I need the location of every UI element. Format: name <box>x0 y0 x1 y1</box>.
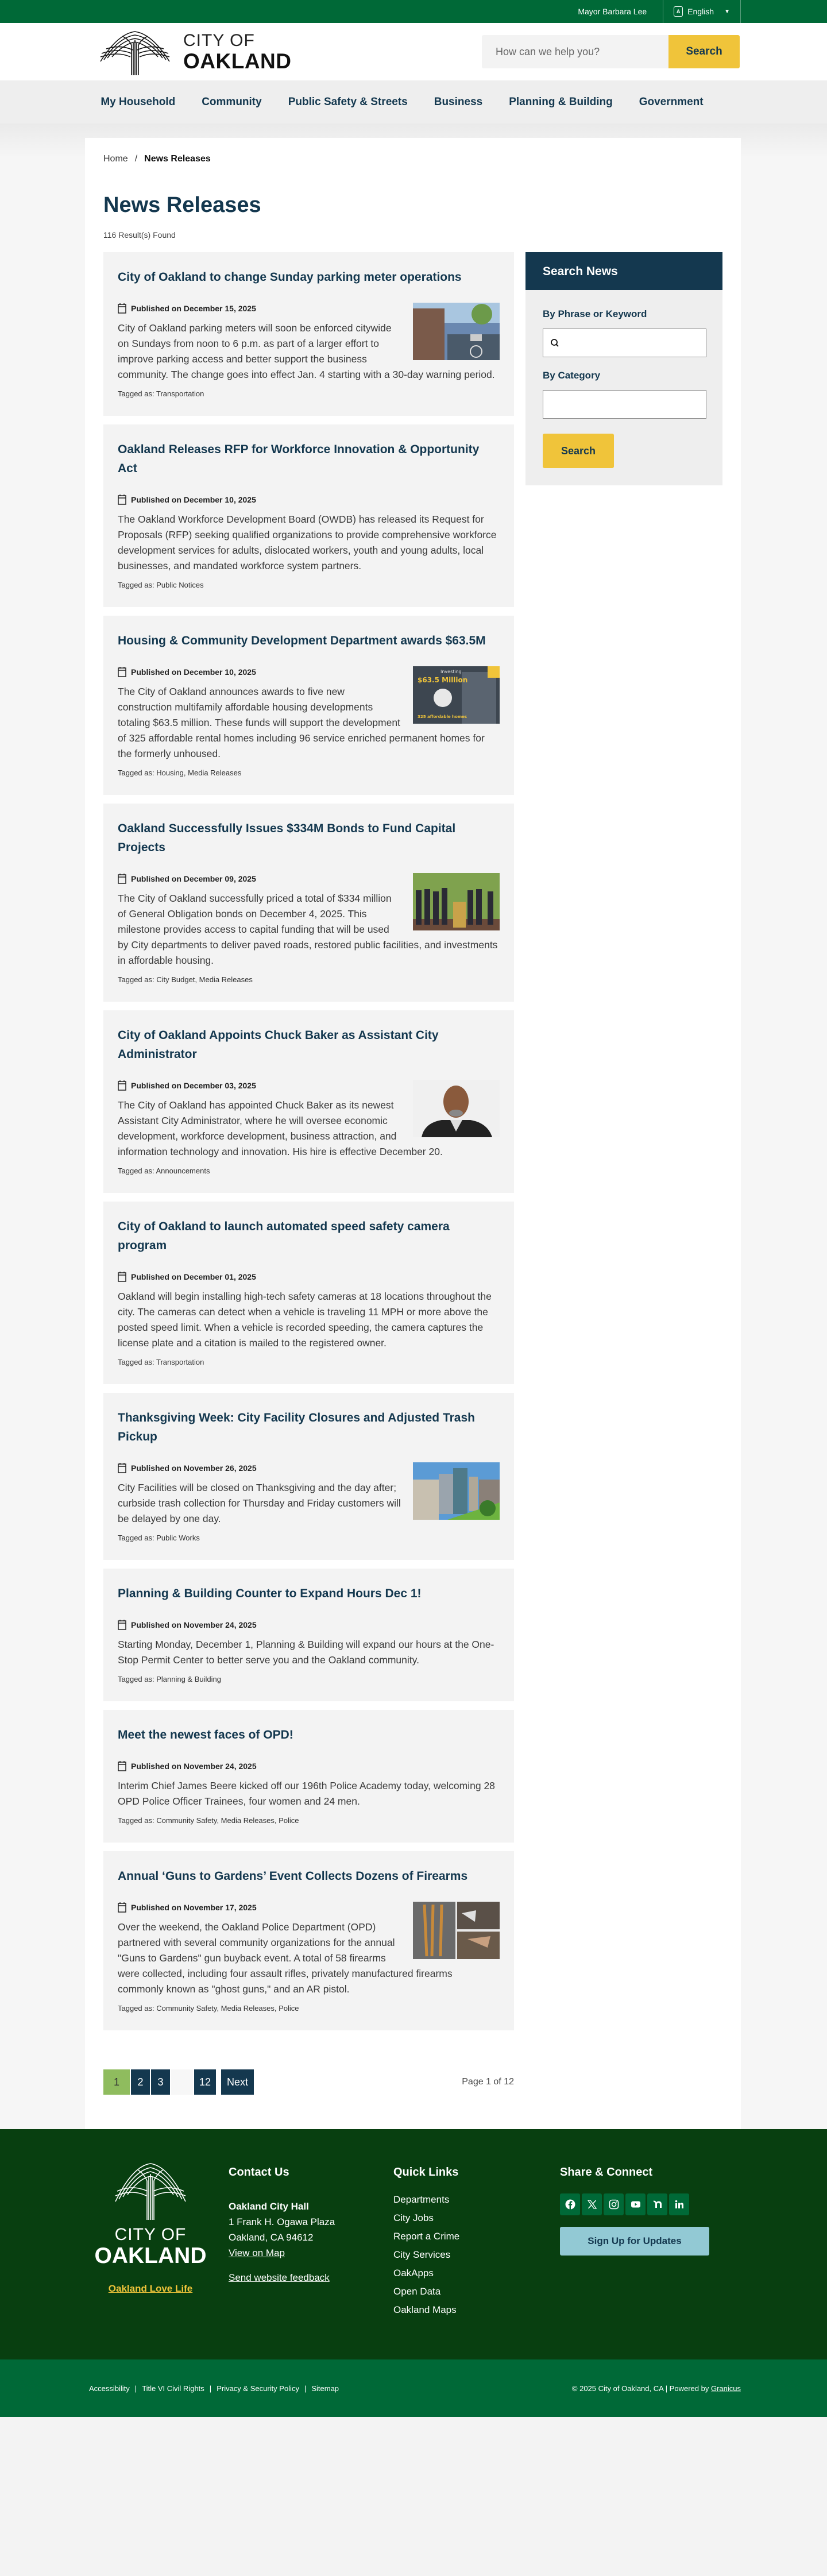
news-title-link[interactable]: Meet the newest faces of OPD! <box>118 1728 293 1741</box>
copyright-text: © 2025 City of Oakland, CA | Powered by <box>571 2384 709 2393</box>
language-label: English <box>687 7 714 16</box>
search-news-sidebar <box>525 252 722 485</box>
news-card <box>103 804 514 1002</box>
publish-date <box>118 494 500 505</box>
category-label: By Category <box>543 370 601 381</box>
news-tags: Tagged as: City Budget, Media Releases <box>118 975 253 984</box>
press-conference-thumbnail[interactable] <box>413 873 500 930</box>
site-logo[interactable] <box>95 28 291 75</box>
contact-address-1: 1 Frank H. Ogawa Plaza <box>229 2216 335 2227</box>
news-summary: Over the weekend, the Oakland Police Department (OPD) partnered with several community organizations for the annual "Guns to Gardens" gun buyback event. A total of 58 firearms were collected, including four assault rifles, privately manufactured firearms commonly known as "ghost guns," and an AR pistol. <box>118 1921 453 1995</box>
news-card <box>103 1569 514 1701</box>
quick-link-oakapps[interactable]: OakApps <box>393 2268 434 2278</box>
news-card <box>103 424 514 607</box>
publish-date-text: Published on November 24, 2025 <box>131 1761 257 1771</box>
search-icon <box>550 338 559 347</box>
news-summary: City of Oakland parking meters will soon be enforced citywide on Sundays from noon to 6 p.m. as part of a larger effort to improve parking access and better support the business community. The change goes into effect Jan. 4 starting with a 30-day warning period. <box>118 322 495 380</box>
calendar-icon <box>118 303 126 314</box>
quick-links-column <box>393 2159 560 2319</box>
housing-graphic-top: Investing <box>440 669 462 674</box>
news-summary: City Facilities will be closed on Thanksgiving and the day after; curbside trash collection for Thursday and Friday customers will be delayed by one day. <box>118 1482 401 1524</box>
category-field <box>543 390 706 419</box>
sub-footer <box>0 2359 827 2417</box>
translate-icon: A <box>674 6 683 17</box>
street-parking-thumbnail[interactable] <box>413 303 500 360</box>
quick-link-oakland-maps[interactable]: Oakland Maps <box>393 2304 457 2315</box>
calendar-icon <box>118 1080 126 1091</box>
calendar-icon <box>118 494 126 505</box>
publish-date <box>118 1271 500 1282</box>
divider: | <box>209 2384 212 2393</box>
divider: | <box>134 2384 137 2393</box>
language-selector[interactable] <box>663 0 741 23</box>
site-search-button[interactable]: Search <box>668 35 740 68</box>
page-2-button[interactable]: 2 <box>131 2069 150 2095</box>
news-summary: The City of Oakland has appointed Chuck Baker as its newest Assistant City Administrator, where he will oversee economic development, workforce development, business attraction, and information technology and innovation. His hire is effective December 20. <box>118 1099 443 1157</box>
news-title-link[interactable]: City of Oakland Appoints Chuck Baker as Assistant City Administrator <box>118 1029 439 1061</box>
publish-date <box>118 666 401 677</box>
nextdoor-icon <box>652 2199 663 2210</box>
site-search <box>482 35 740 68</box>
legal-links <box>89 2384 339 2393</box>
page-title: News Releases <box>103 193 261 217</box>
news-title-link[interactable]: Thanksgiving Week: City Facility Closures and Adjusted Trash Pickup <box>118 1411 475 1443</box>
news-card <box>103 616 514 795</box>
title-vi-link[interactable]: Title VI Civil Rights <box>142 2384 204 2393</box>
contact-name: Oakland City Hall <box>229 2201 309 2212</box>
next-page-button[interactable]: Next <box>221 2069 254 2095</box>
share-column <box>560 2159 709 2319</box>
calendar-icon <box>118 1902 126 1913</box>
publish-date-text: Published on December 10, 2025 <box>131 667 256 677</box>
calendar-icon <box>118 873 126 884</box>
publish-date-text: Published on December 10, 2025 <box>131 495 256 504</box>
logo-name-text: OAKLAND <box>183 49 292 73</box>
footer-oak-tree-icon <box>109 2159 192 2220</box>
view-on-map-link[interactable]: View on Map <box>229 2247 285 2258</box>
publish-date-text: Published on December 15, 2025 <box>131 303 256 313</box>
news-tags: Tagged as: Community Safety, Media Releases, Police <box>118 1816 299 1825</box>
portrait-thumbnail[interactable] <box>413 1080 500 1137</box>
news-tags: Tagged as: Transportation <box>118 1358 204 1366</box>
contact-column <box>229 2159 393 2319</box>
sign-up-updates-button[interactable]: Sign Up for Updates <box>560 2227 709 2256</box>
quick-link-departments[interactable]: Departments <box>393 2194 450 2205</box>
caret-down-icon: ▼ <box>724 8 730 15</box>
calendar-icon <box>118 1619 126 1630</box>
copyright <box>572 2384 741 2393</box>
news-title-link[interactable]: Annual ‘Guns to Gardens’ Event Collects Dozens of Firearms <box>118 1870 468 1883</box>
news-summary: Interim Chief James Beere kicked off our 196th Police Academy today, welcoming 28 OPD Police Officer Trainees, four women and 24 men. <box>118 1780 495 1807</box>
accessibility-link[interactable]: Accessibility <box>89 2384 130 2393</box>
site-footer <box>0 2129 827 2359</box>
oak-tree-logo-icon <box>95 28 175 75</box>
news-summary: Oakland will begin installing high-tech safety cameras at 18 locations throughout the city. The cameras can detect when a vehicle is traveling 11 MPH or more above the posted speed limit. When a vehicle is recorded speeding, the camera captures the license plate and a citation is mailed to the registered owner. <box>118 1291 492 1349</box>
nav-community[interactable]: Community <box>202 95 262 108</box>
x-icon <box>587 2199 597 2210</box>
main-content <box>85 138 741 2129</box>
news-tags: Tagged as: Transportation <box>118 389 204 398</box>
page-background <box>0 123 827 2129</box>
oakland-love-life-link[interactable]: Oakland Love Life <box>108 2283 193 2294</box>
sidebar-search-button[interactable]: Search <box>543 434 614 468</box>
news-card <box>103 1202 514 1384</box>
granicus-link[interactable]: Granicus <box>710 2384 741 2393</box>
calendar-icon <box>118 1271 126 1282</box>
publish-date-text: Published on November 24, 2025 <box>131 1620 257 1629</box>
instagram-link[interactable] <box>604 2193 624 2215</box>
publish-date-text: Published on November 26, 2025 <box>131 1463 257 1473</box>
news-card <box>103 1851 514 2030</box>
news-card <box>103 1710 514 1843</box>
sidebar-title: Search News <box>525 252 722 290</box>
sidebar-form <box>525 290 722 485</box>
housing-graphic-homes: 325 affordable homes <box>418 715 467 719</box>
footer-logo <box>87 2159 214 2319</box>
footer-logo-name: OAKLAND <box>94 2243 207 2268</box>
facebook-icon <box>565 2199 575 2210</box>
quick-link-open-data[interactable]: Open Data <box>393 2286 441 2297</box>
quick-link-report-crime[interactable]: Report a Crime <box>393 2231 460 2242</box>
pagination <box>103 2069 514 2095</box>
publish-date <box>118 1619 500 1630</box>
breadcrumb-home[interactable]: Home <box>103 154 128 164</box>
share-heading: Share & Connect <box>560 2166 653 2179</box>
nav-planning-building[interactable]: Planning & Building <box>509 95 613 108</box>
news-title-link[interactable]: Oakland Releases RFP for Workforce Innovation & Opportunity Act <box>118 443 480 475</box>
quick-links-heading: Quick Links <box>393 2166 459 2179</box>
content-layout <box>103 252 718 2095</box>
news-tags: Tagged as: Public Notices <box>118 581 204 589</box>
news-tags: Tagged as: Announcements <box>118 1167 210 1175</box>
news-summary: The Oakland Workforce Development Board (OWDB) has released its Request for Proposals (RFP) seeking qualified organizations to provide comprehensive workforce development services for adults, dislocated workers, youth and young adults, local businesses, and mandated workforce system partners. <box>118 513 497 571</box>
linkedin-icon <box>674 2199 685 2210</box>
keyword-field <box>543 329 706 357</box>
calendar-icon <box>118 1462 126 1473</box>
contact-address-2: Oakland, CA 94612 <box>229 2232 314 2243</box>
publish-date <box>118 1760 500 1771</box>
news-summary: Starting Monday, December 1, Planning & Building will expand our hours at the One-Stop Permit Center to better serve you and the Oakland community. <box>118 1639 494 1666</box>
footer-logo-city: CITY OF <box>114 2225 187 2244</box>
pagination-ellipsis <box>171 2069 193 2095</box>
nav-business[interactable]: Business <box>434 95 483 108</box>
nav-my-household[interactable]: My Household <box>101 95 176 108</box>
publish-date <box>118 873 401 884</box>
result-count: 116 Result(s) Found <box>103 230 176 240</box>
publish-date <box>118 1462 401 1473</box>
social-links <box>560 2193 709 2215</box>
firearms-collage-thumbnail[interactable] <box>413 1902 500 1959</box>
breadcrumb <box>103 149 718 164</box>
site-header <box>0 23 827 80</box>
breadcrumb-separator: / <box>134 154 138 164</box>
breadcrumb-current: News Releases <box>144 154 211 164</box>
contact-heading: Contact Us <box>229 2166 289 2179</box>
facebook-link[interactable] <box>560 2193 580 2215</box>
nav-public-safety-streets[interactable]: Public Safety & Streets <box>288 95 408 108</box>
calendar-icon <box>118 666 126 677</box>
linkedin-link[interactable] <box>669 2193 689 2215</box>
news-card <box>103 1010 514 1193</box>
mayor-link[interactable]: Mayor Barbara Lee <box>578 7 647 16</box>
instagram-icon <box>609 2199 619 2210</box>
news-tags: Tagged as: Housing, Media Releases <box>118 768 242 777</box>
news-summary: The City of Oakland successfully priced a total of $334 million of General Obligation bonds on December 4, 2025. This milestone provides access to capital funding that will be used by City departments to deliver paved roads, restored public facilities, and investments in affordable housing. <box>118 893 498 966</box>
news-title-link[interactable]: Housing & Community Development Department awards $63.5M <box>118 634 486 647</box>
page-1-button[interactable]: 1 <box>103 2069 130 2095</box>
news-summary: The City of Oakland announces awards to five new construction multifamily affordable housing developments totaling $63.5 million. These funds will support the development of 325 affordable rental homes including 96 service enriched permanent homes for the formerly unhoused. <box>118 686 485 759</box>
housing-graphic-amount: $63.5 Million <box>418 676 468 684</box>
news-title-link[interactable]: City of Oakland to launch automated speed safety camera program <box>118 1220 450 1252</box>
send-feedback-link[interactable]: Send website feedback <box>229 2272 330 2283</box>
quick-link-city-services[interactable]: City Services <box>393 2249 451 2260</box>
news-card <box>103 252 514 416</box>
publish-date-text: Published on December 01, 2025 <box>131 1272 256 1281</box>
housing-graphic-thumbnail[interactable] <box>413 666 500 724</box>
publish-date-text: Published on December 09, 2025 <box>131 874 256 883</box>
nav-government[interactable]: Government <box>639 95 704 108</box>
keyword-label: By Phrase or Keyword <box>543 308 647 319</box>
page-3-button[interactable]: 3 <box>151 2069 170 2095</box>
publish-date <box>118 1902 401 1913</box>
news-list <box>103 252 514 2095</box>
news-card <box>103 1393 514 1560</box>
main-nav <box>0 80 827 123</box>
category-input[interactable] <box>550 391 706 418</box>
site-search-input[interactable] <box>482 35 668 68</box>
x-twitter-link[interactable] <box>582 2193 602 2215</box>
keyword-input[interactable] <box>559 329 706 357</box>
city-skyline-thumbnail[interactable] <box>413 1462 500 1520</box>
utility-bar <box>0 0 827 23</box>
publish-date-text: Published on November 17, 2025 <box>131 1902 257 1912</box>
news-title-link[interactable]: Planning & Building Counter to Expand Hours Dec 1! <box>118 1587 422 1600</box>
news-tags: Tagged as: Planning & Building <box>118 1675 221 1683</box>
page-12-button[interactable]: 12 <box>194 2069 216 2095</box>
publish-date <box>118 1080 401 1091</box>
youtube-link[interactable] <box>625 2193 646 2215</box>
nextdoor-link[interactable] <box>647 2193 667 2215</box>
news-title-link[interactable]: Oakland Successfully Issues $334M Bonds to Fund Capital Projects <box>118 822 456 854</box>
news-tags: Tagged as: Public Works <box>118 1534 200 1542</box>
divider: | <box>304 2384 307 2393</box>
publish-date <box>118 303 401 314</box>
page-status: Page 1 of 12 <box>462 2077 514 2087</box>
quick-link-city-jobs[interactable]: City Jobs <box>393 2212 434 2223</box>
news-title-link[interactable]: City of Oakland to change Sunday parking meter operations <box>118 271 462 284</box>
sitemap-link[interactable]: Sitemap <box>311 2384 339 2393</box>
publish-date-text: Published on December 03, 2025 <box>131 1080 256 1090</box>
youtube-icon <box>631 2199 641 2210</box>
pager <box>103 2069 254 2095</box>
calendar-icon <box>118 1760 126 1771</box>
news-tags: Tagged as: Community Safety, Media Releases, Police <box>118 2004 299 2013</box>
logo-city-text: CITY OF <box>183 30 255 50</box>
privacy-policy-link[interactable]: Privacy & Security Policy <box>217 2384 299 2393</box>
